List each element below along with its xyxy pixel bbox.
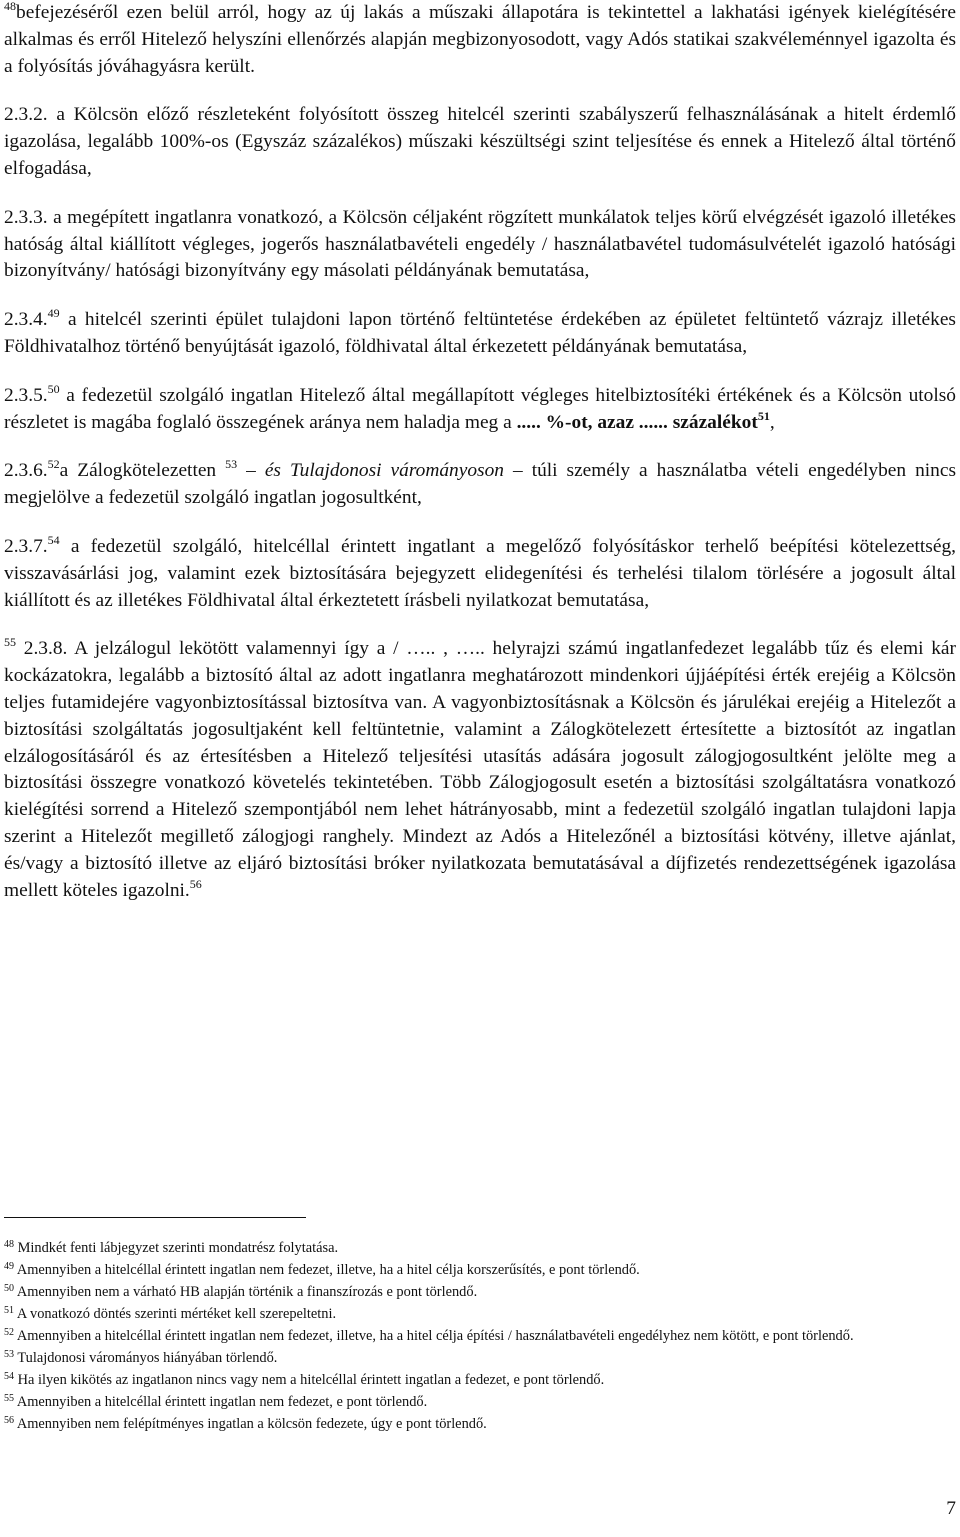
page-number: 7 [946,1498,956,1519]
paragraph-text: befejezéséről ezen belül arról, hogy az új lakás a műszaki állapotára is tekintettel a lakhatási igények kielégítésére alkalmas és erről Hitelező helyszíni ellenőrzés alapján megbizonyosodott, vagy Adós statikai szakvéleménnyel igazolta és a folyósítás jóváhagyásra került. [4,2,956,77]
footnote-ref: 53 [225,457,238,472]
footnotes [4,1237,956,1435]
footnote-number: 48 [4,1239,14,1250]
paragraph-text: a Kölcsön előző részleteként folyósított összeg hitelcél szerinti szabályszerű felhasználásának a hitelt érdemlő igazolása, legalább 100%-os (Egyszáz százalékos) műszaki készültségi szint teljesítése és ennek a Hitelező által történő elfogadása, [4,104,956,179]
footnote-number: 49 [4,1261,14,1272]
footnote-number: 54 [4,1371,14,1382]
section-number: 2.3.3. [4,206,48,228]
footnote-number: 51 [4,1305,14,1316]
paragraph-tail: , [769,411,775,433]
footnote [4,1325,956,1347]
paragraph-2-3-8 [4,636,956,904]
percentage-placeholder: ..... %-ot, azaz ...... százalékot [516,411,758,433]
footnote [4,1259,956,1281]
document-page [4,0,956,1537]
section-number: 2.3.4. [4,309,48,331]
paragraph-text: a hitelcél szerinti épület tulajdoni lapon történő feltüntetése érdekében az épületet feltüntető vázrajz illetékes Földhivatalhoz történő benyújtását igazoló, földhivatal által érkezetett példányának bemutatása, [4,309,956,357]
paragraph-2-3-7 [4,534,956,614]
footnote-text: Amennyiben a hitelcéllal érintett ingatlan nem fedezet, illetve, ha a hitel célja építési / használatbavételi engedélyhez nem kötött, e pont törlendő. [16,1328,854,1344]
footnote [4,1347,956,1369]
footnote-ref: 48 [4,0,16,13]
footnote-ref: 56 [189,876,202,891]
italic-phrase: – és Tulajdonosi várományoson – [246,460,523,482]
footnote-number: 50 [4,1283,14,1294]
footnote-number: 56 [4,1415,14,1426]
footnote-ref: 54 [47,532,60,547]
footnote [4,1391,956,1413]
paragraph-2-3-2 [4,102,956,182]
footnote-text: Tulajdonosi várományos hiányában törlendő. [17,1350,278,1366]
section-number: 2.3.7. [4,535,48,557]
section-number: 2.3.6. [4,460,48,482]
paragraph-tail: túli személy a használatba vételi engedélyben nincs megjelölve a fedezetül szolgáló ingatlan jogosultként, [4,460,957,509]
footnote-text: Amennyiben nem a várható HB alapján történik a finanszírozás e pont törlendő. [16,1284,478,1300]
footnote-ref: 55 [4,635,16,650]
footnote-number: 53 [4,1349,14,1360]
footnote-ref: 50 [47,381,60,396]
paragraph-2-3-6 [4,458,956,512]
footnote-text: Ha ilyen kikötés az ingatlanon nincs vagy nem a hitelcéllal érintett ingatlan a fedezet, e pont törlendő. [17,1372,605,1388]
main-text [4,0,956,904]
footnote [4,1237,956,1259]
paragraph-text: A jelzálogul lekötött valamennyi így a / ….. , ….. helyrajzi számú ingatlanfedezet legalább tűz és elemi kár kockázatokra, legalább a biztosító által az adott ingatlanra meghatározott mindenkori újjáépítési érték erejéig a Kölcsön teljes futamidejére vagyonbiztosítással biztosítva van. A vagyonbiztosításnak a Kölcsön és járulékai erejéig a Hitelezőt a biztosítási szolgáltatás jogosultjaként kell feltüntetnie, valamint a Zálogkötelezett értesítette a biztosítót az ingatlan elzálogosításáról és az értesítésben a Hitelező teljesítési utasítás adására jogosult zálogjogosultként jelölte meg a biztosítási összegre vonatkozó követelés tekintetében. Több Zálogjogosult esetén a biztosítási szolgáltatásra vonatkozó kielégítési sorrend a Hitelező szempontjából nem lehet hátrányosabb, mint a fedezetül szolgáló ingatlan tulajdoni lapja szerint a Hitelezőt megillető zálogjogi ranghely. Mindezt az Adós a Hitelezőnél a biztosítási kötvény, illetve ajánlat, és/vagy a biztosító illetve az eljáró biztosítási bróker nyilatkozata bemutatásával a díjfizetés rendezettségének igazolása mellett köteles igazolni. [4,638,956,901]
paragraph-text: a fedezetül szolgáló ingatlan Hitelező által megállapított végleges hitelbiztosítéki értékének és a Kölcsön utolsó részletet is magába foglaló összegének aránya nem haladja meg a [4,384,956,433]
section-number: 2.3.5. [4,384,48,406]
footnote-ref: 51 [757,408,770,423]
footnote-ref: 52 [47,457,60,472]
paragraph-text: a Zálogkötelezetten [59,460,217,482]
footnote [4,1303,956,1325]
section-number: 2.3.8. [23,638,68,660]
footnote-ref: 49 [47,306,60,321]
footnote [4,1413,956,1435]
footnote-text: Mindkét fenti lábjegyzet szerinti mondatrész folytatása. [17,1240,339,1256]
footnote-number: 55 [4,1393,14,1404]
section-number: 2.3.2. [4,104,48,126]
footnote-text: Amennyiben a hitelcéllal érintett ingatlan nem fedezet, illetve, ha a hitel célja korszerűsítés, e pont törlendő. [16,1262,640,1278]
footnote [4,1369,956,1391]
footnote-separator [4,1217,306,1218]
paragraph-continuation [4,0,956,80]
footnote-text: Amennyiben nem felépítményes ingatlan a kölcsön fedezete, úgy e pont törlendő. [16,1416,487,1432]
footnote-number: 52 [4,1327,14,1338]
footnote-text: Amennyiben a hitelcéllal érintett ingatlan nem fedezet, e pont törlendő. [16,1394,428,1410]
paragraph-2-3-3 [4,205,956,285]
paragraph-2-3-5 [4,383,956,437]
footnote-text: A vonatkozó döntés szerinti mértéket kell szerepeltetni. [16,1306,337,1322]
paragraph-2-3-4 [4,307,956,361]
footnote [4,1281,956,1303]
paragraph-text: a megépített ingatlanra vonatkozó, a Kölcsön céljaként rögzített munkálatok teljes körű elvégzését igazoló illetékes hatóság által kiállított végleges, jogerős használatbavételi engedély / használatbavétel tudomásulvételét igazoló hatósági bizonyítvány/ hatósági bizonyítvány egy másolati példányának bemutatása, [4,206,956,282]
paragraph-text: a fedezetül szolgáló, hitelcéllal érintett ingatlant a megelőző folyósításkor terhelő beépítési kötelezettség, visszavásárlási jog, valamint ezek biztosítására bejegyzett elidegenítési és terhelési tilalom törlésére a jogosult által kiállított és az illetékes Földhivatal által érkeztetett írásbeli nyilatkozat bemutatása, [4,535,956,611]
